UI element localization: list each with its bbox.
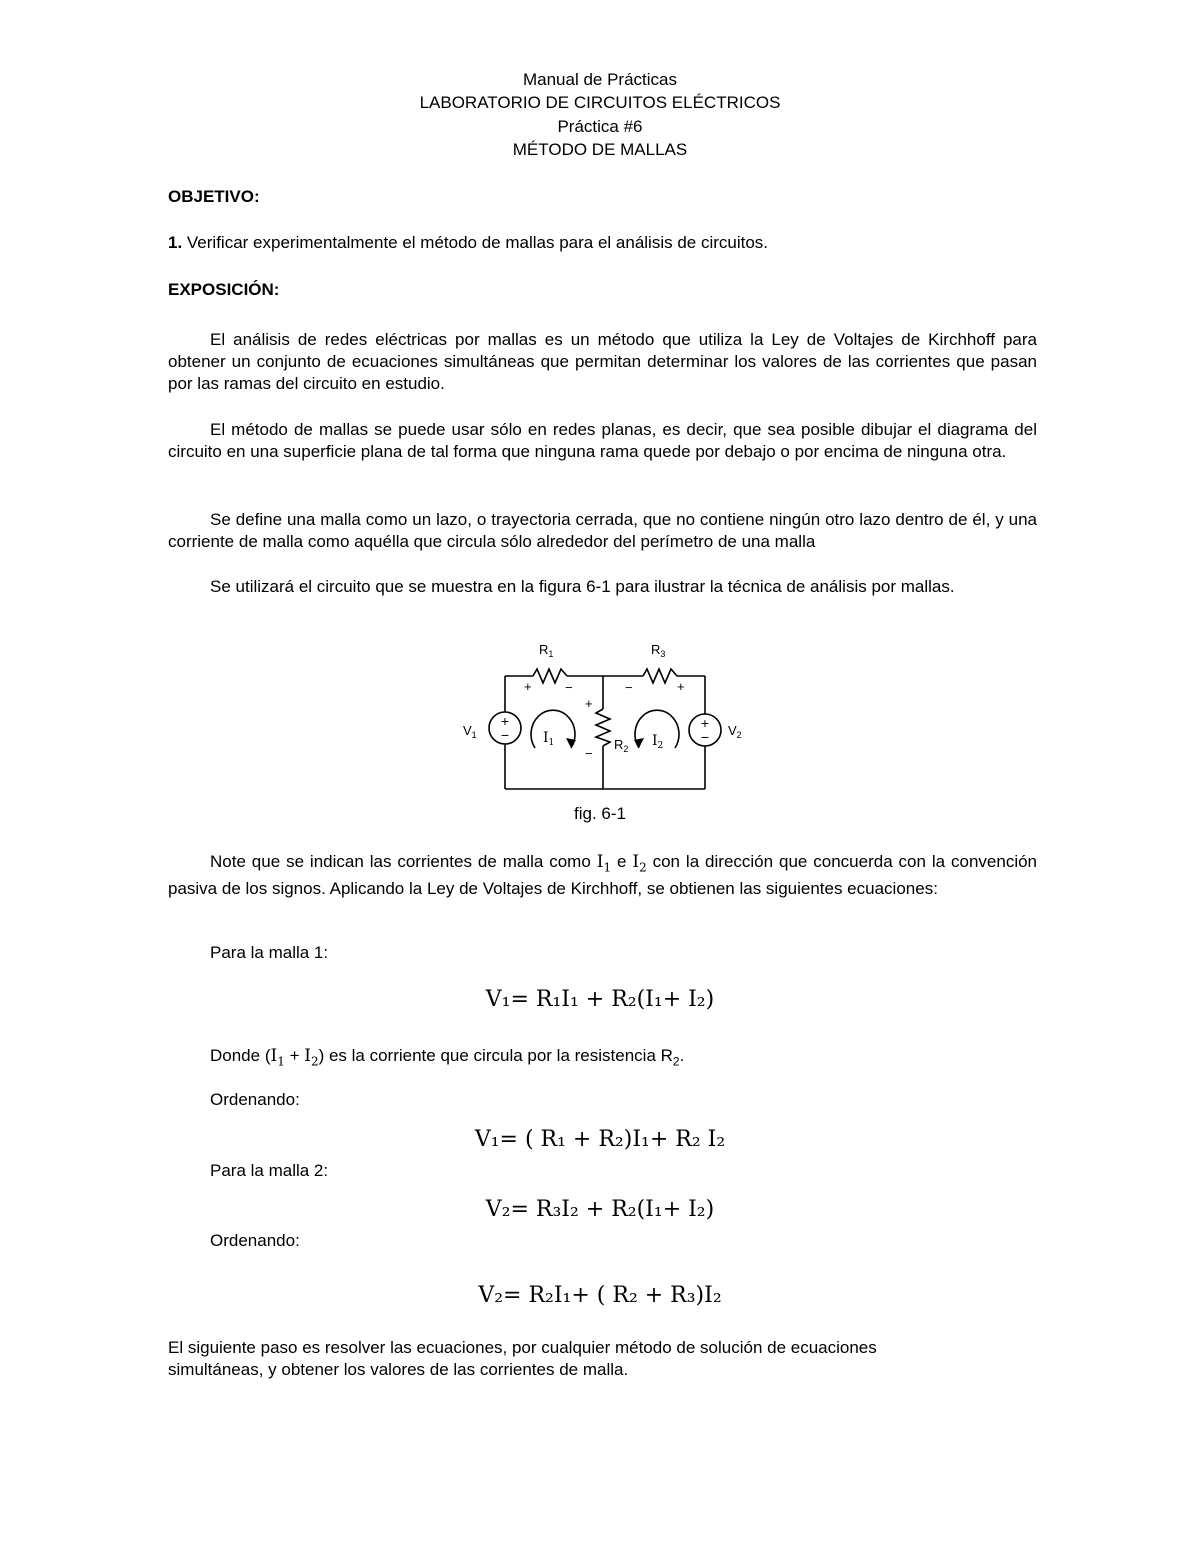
practice-title: MÉTODO DE MALLAS (512, 140, 688, 159)
malla1-ordenando: Ordenando: (210, 1090, 300, 1109)
v2-minus-sign: − (700, 729, 710, 745)
exposicion-paragraph-2: El método de mallas se puede usar sólo en redes planas, es decir, que sea posible dibujar el diagrama del circuito en una superficie plana de tal forma que ninguna rama quede por debajo o por encima de ninguna otra. (168, 420, 1037, 461)
r1-minus-sign: − (565, 680, 573, 695)
manual-title: Manual de Prácticas (522, 70, 678, 89)
objetivo-item-number: 1. (168, 233, 183, 252)
note-i2: $I_2$ (632, 852, 647, 875)
malla1-donde: Donde $(I_1 + I_2)$ es la corriente que circula por la resistencia $R_2$. (210, 1046, 685, 1069)
note-text-a: Note que se indican las corrientes de malla como (210, 852, 597, 871)
malla1-label: Para la malla 1: (210, 943, 329, 962)
r2-plus-sign: + (585, 696, 593, 711)
r2-minus-sign: − (585, 746, 593, 761)
label-i2: $I_2$ (652, 733, 664, 751)
v2-plus-sign: + (700, 715, 710, 731)
circuit-diagram (455, 634, 755, 799)
malla1-equation: V₁= R₁I₁ + R₂(I₁+ I₂) (485, 987, 715, 1012)
figure-caption: fig. 6-1 (574, 804, 626, 823)
note-text-b: e (611, 852, 633, 871)
label-i1: $I_1$ (543, 730, 555, 748)
v1-plus-sign: + (500, 713, 510, 729)
note-paragraph (168, 851, 1037, 900)
malla1-equation-ordered: V₁= ( R₁ + R₂)I₁+ R₂ I₂ (474, 1127, 726, 1152)
closing-paragraph: El siguiente paso es resolver las ecuaciones, por cualquier método de solución de ecuaciones simultáneas, y obtener los valores de las corrientes de malla. (168, 1338, 877, 1379)
resistor-r1 (533, 669, 567, 683)
note-i1: $I_1$ (596, 852, 612, 875)
exposicion-paragraph-4: Se utilizará el circuito que se muestra en la figura 6-1 para ilustrar la técnica de análisis por mallas. (210, 577, 955, 596)
exposicion-heading: EXPOSICIÓN: (168, 280, 280, 299)
r3-plus-sign: + (677, 679, 685, 694)
label-v1: $V_1$ (463, 723, 477, 740)
r1-plus-sign: + (524, 679, 532, 694)
exposicion-paragraph-3: Se define una malla como un lazo, o trayectoria cerrada, que no contiene ningún otro lazo dentro de él, y una corriente de malla como aquélla que circula sólo alrededor del perímetro de una malla (168, 510, 1037, 551)
objetivo-item (168, 232, 1037, 254)
objetivo-item-text: Verificar experimentalmente el método de mallas para el análisis de circuitos. (182, 233, 769, 252)
resistor-r3 (643, 669, 677, 683)
exposicion-paragraph-1: El análisis de redes eléctricas por mallas es un método que utiliza la Ley de Voltajes de Kirchhoff para obtener un conjunto de ecuaciones simultáneas que permitan determinar los valores de las corrientes que pasan por las ramas del circuito en estudio. (168, 330, 1037, 393)
label-r1: $R_1$ (539, 642, 554, 659)
malla2-equation: V₂= R₃I₂ + R₂(I₁+ I₂) (485, 1197, 715, 1222)
note-text-c: con la dirección que concuerda con la convención pasiva de los signos. Aplicando la Ley de Voltajes de Kirchhoff, se obtienen las siguientes ecuaciones: (168, 852, 1038, 899)
lab-title: LABORATORIO DE CIRCUITOS ELÉCTRICOS (419, 93, 781, 112)
resistor-r2 (596, 709, 610, 746)
label-r3: $R_3$ (651, 642, 666, 659)
label-r2: $R_2$ (614, 737, 629, 754)
label-v2: $V_2$ (728, 723, 742, 740)
r3-minus-sign: − (625, 680, 633, 695)
malla2-ordenando: Ordenando: (210, 1231, 300, 1250)
v1-minus-sign: − (500, 727, 510, 743)
practice-number: Práctica #6 (557, 117, 643, 136)
objetivo-heading: OBJETIVO: (168, 187, 260, 206)
malla2-label: Para la malla 2: (210, 1161, 329, 1180)
malla2-equation-ordered: V₂= R₂I₁+ ( R₂ + R₃)I₂ (478, 1283, 722, 1308)
